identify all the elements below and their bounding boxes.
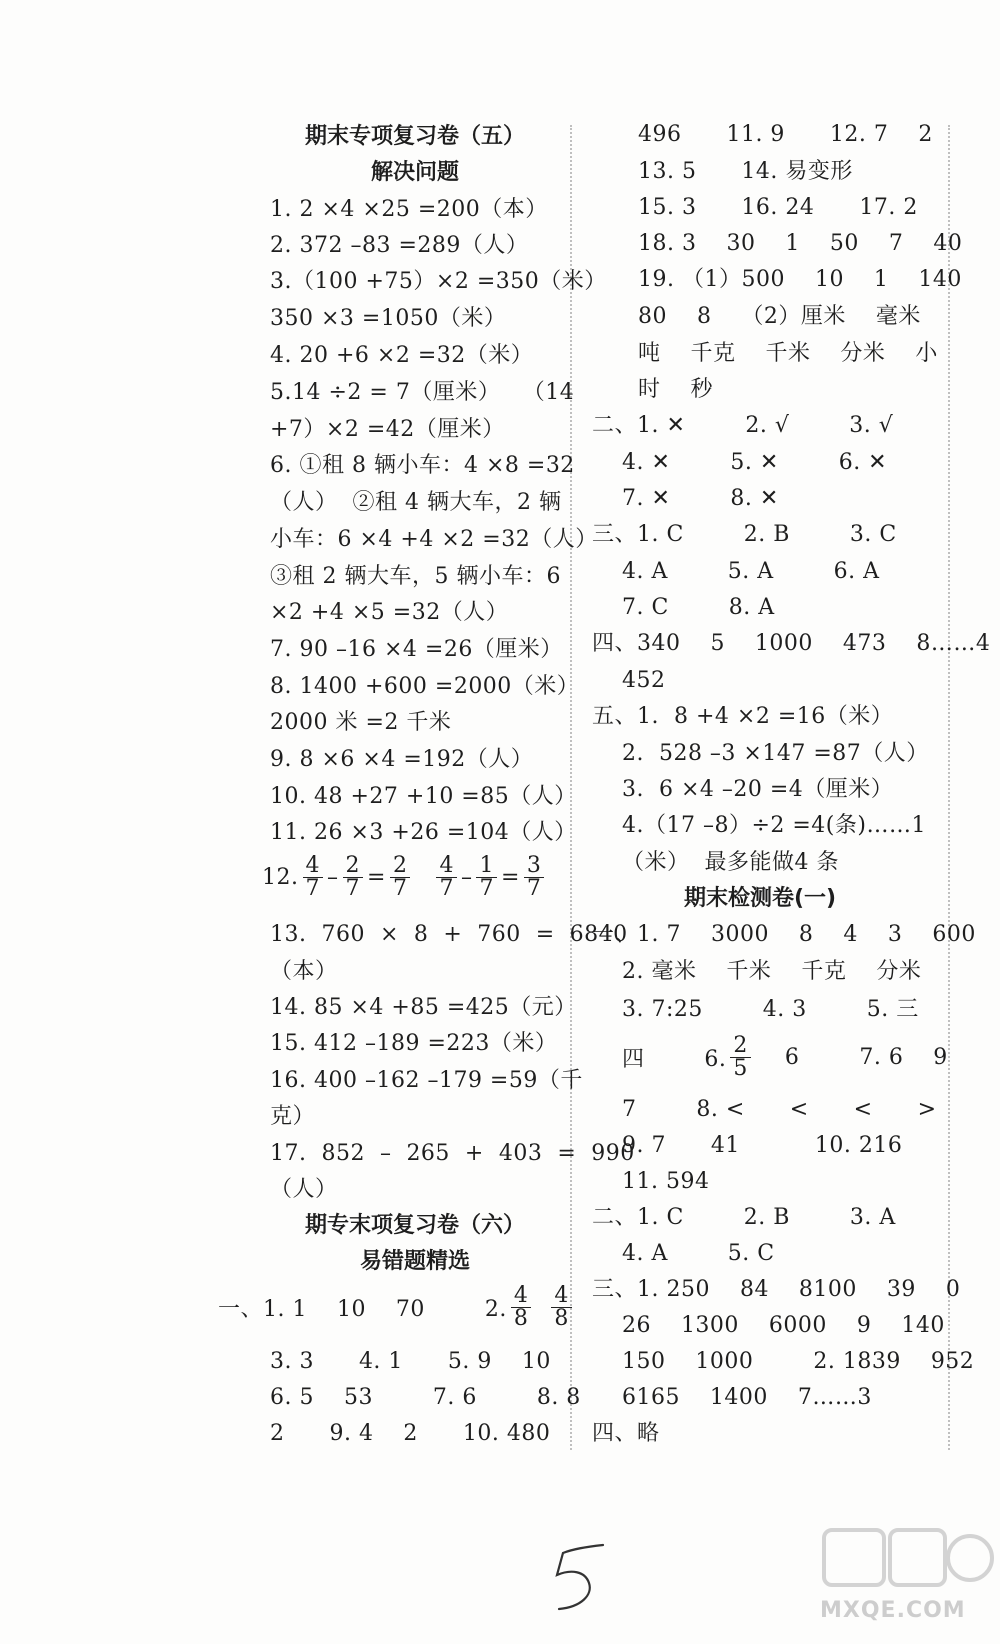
answer-line: 3.（100 +75）×2 =350（米） [270, 269, 607, 294]
watermark-text: MXQE.COM [820, 1598, 966, 1623]
answer-line: 7. ✕ 8. ✕ [592, 486, 779, 511]
answer-line: 2. 372 –83 =289（人） [270, 233, 529, 258]
fraction: $\frac{2}{5}$ [730, 1035, 751, 1080]
question-number: 12. [262, 865, 299, 890]
answer-line: 2. 528 –3 ×147 =87（人） [592, 741, 929, 766]
answer-line: 4. ✕ 5. ✕ 6. ✕ [592, 450, 888, 475]
answer-line: 350 ×3 =1050（米） [270, 306, 507, 331]
answer-line: 2000 米 =2 千米 [270, 710, 452, 735]
answer-line: 6. ①租 8 辆小车：4 ×8 =32 [270, 453, 575, 478]
answer-line: 452 [592, 668, 666, 693]
answer-line: 时 秒 [638, 377, 713, 402]
answer-line: 7. 90 –16 ×4 =26（厘米） [270, 637, 563, 662]
answer-line: 80 8 （2）厘米 毫米 [638, 304, 921, 329]
answer-line: 13. 760 × 8 + 760 = 6840 [270, 922, 628, 947]
answer-line: （本） [270, 959, 338, 984]
answer-line: 10. 48 +27 +10 =85（人） [270, 784, 577, 809]
answer-line-fractions: 四 6. $\frac{2}{5}$ 6 7. 6 9 [592, 1033, 948, 1081]
answer-line: 15. 412 –189 =223（米） [270, 1031, 558, 1056]
answer-line: 9. 7 41 10. 216 [592, 1133, 903, 1158]
answer-line: 吨 千克 千米 分米 小 [638, 341, 938, 366]
section-subheading: 易错题精选 [359, 1249, 470, 1274]
answer-line: 18. 3 30 1 50 7 40 [638, 231, 963, 256]
section-heading: 期专末项复习卷（六） [304, 1213, 525, 1238]
answer-line: 6. 5 53 7. 6 8. 8 [270, 1385, 581, 1410]
fraction: $\frac{4}{7}$ [303, 855, 324, 900]
column-divider-right [948, 125, 950, 1450]
answer-line: 二、1. C 2. B 3. A [592, 1205, 896, 1230]
answer-line: 克） [270, 1104, 316, 1129]
answer-line: （人） ②租 4 辆大车，2 辆 [270, 490, 562, 515]
answer-line: 496 11. 9 12. 7 2 [638, 122, 933, 147]
fraction: $\frac{3}{7}$ [524, 855, 545, 900]
answer-line: 11. 594 [592, 1169, 710, 1194]
section-heading: 期末检测卷(一) [683, 886, 837, 911]
fraction: $\frac{4}{7}$ [436, 855, 457, 900]
answer-line: （米） 最多能做4 条 [592, 850, 839, 875]
answer-line: 11. 26 ×3 +26 =104（人） [270, 820, 577, 845]
fraction: $\frac{4}{8}$ [511, 1285, 532, 1330]
answer-line: 26 1300 6000 9 140 [592, 1313, 945, 1338]
answer-line: 8. 1400 +600 =2000（米） [270, 674, 580, 699]
answer-line: 9. 8 ×6 ×4 =192（人） [270, 747, 534, 772]
section-heading: 期末专项复习卷（五） [304, 124, 525, 149]
answer-line: 二、1. ✕ 2. √ 3. √ [592, 413, 894, 438]
answer-line: 7 8. < < < > [592, 1097, 937, 1122]
answer-line: 3. 3 4. 1 5. 9 10 [270, 1349, 551, 1374]
answer-line: 4. 20 +6 ×2 =32（米） [270, 343, 534, 368]
answer-line: 四、略 [592, 1421, 660, 1446]
answer-line: 7. C 8. A [592, 595, 775, 620]
answer-line: 2 9. 4 2 10. 480 [270, 1421, 551, 1446]
fraction: $\frac{2}{7}$ [343, 855, 364, 900]
answer-line: 150 1000 2. 1839 952 [592, 1349, 975, 1374]
answer-line: 4. A 5. C [592, 1241, 775, 1266]
answer-line: 三、1. 250 84 8100 39 0 [592, 1277, 961, 1302]
answer-line: +7）×2 =42（厘米） [270, 417, 505, 442]
answer-line: 13. 5 14. 易变形 [638, 159, 853, 184]
answer-line: 2. 毫米 千米 千克 分米 [592, 959, 922, 984]
answer-line: 小车：6 ×4 +4 ×2 =32（人） [270, 527, 598, 552]
handwritten-page-mark [545, 1535, 625, 1615]
answer-line: 4. A 5. A 6. A [592, 559, 880, 584]
answer-line: 5.14 ÷2 = 7（厘米） （14 [270, 380, 575, 405]
fraction: $\frac{4}{8}$ [551, 1285, 572, 1330]
answer-line: 6165 1400 7……3 [592, 1385, 872, 1410]
answer-line: 14. 85 ×4 +85 =425（元） [270, 995, 577, 1020]
answer-line: ③租 2 辆大车，5 辆小车：6 [270, 564, 561, 589]
fraction: $\frac{1}{7}$ [476, 855, 497, 900]
section-subheading: 解决问题 [370, 160, 459, 185]
answer-line: 四、340 5 1000 473 8……4 [592, 631, 991, 656]
answer-line: ×2 +4 ×5 =32（人） [270, 600, 509, 625]
answer-line: 16. 400 –162 –179 =59（千 [270, 1068, 583, 1093]
answer-line: （人） [270, 1177, 338, 1202]
answer-line: 19. （1）500 10 1 140 [638, 267, 962, 292]
answer-line-fractions: 12. $\frac{4}{7}$ – $\frac{2}{7}$ = $\frac{2}{7}$ $\frac{4}{7}$ – $\frac{1}{7}$ = $\frac{3}{7}$ [262, 855, 548, 900]
watermark-logo [820, 1520, 995, 1630]
answer-line: 17. 852 – 265 + 403 = 990 [270, 1141, 635, 1166]
answer-line: 三、1. C 2. B 3. C [592, 522, 897, 547]
answer-line: 1. 2 ×4 ×25 =200（本） [270, 197, 548, 222]
answer-line: 五、1. 8 +4 ×2 =16（米） [592, 704, 894, 729]
answer-line-fractions: 一、1. 1 10 70 2. $\frac{4}{8}$ $\frac{4}{8}$ [218, 1285, 576, 1330]
answer-line: 3. 6 ×4 –20 =4（厘米） [592, 777, 894, 802]
answer-line: 一、1. 7 3000 8 4 3 600 [592, 922, 976, 947]
answer-line: 15. 3 16. 24 17. 2 [638, 195, 918, 220]
fraction: $\frac{2}{7}$ [390, 855, 411, 900]
watermark-emblem-icon [820, 1520, 995, 1600]
answer-line: 3. 7:25 4. 3 5. 三 [592, 997, 919, 1022]
answer-line: 4.（17 –8）÷2 =4(条)……1 [592, 813, 926, 838]
